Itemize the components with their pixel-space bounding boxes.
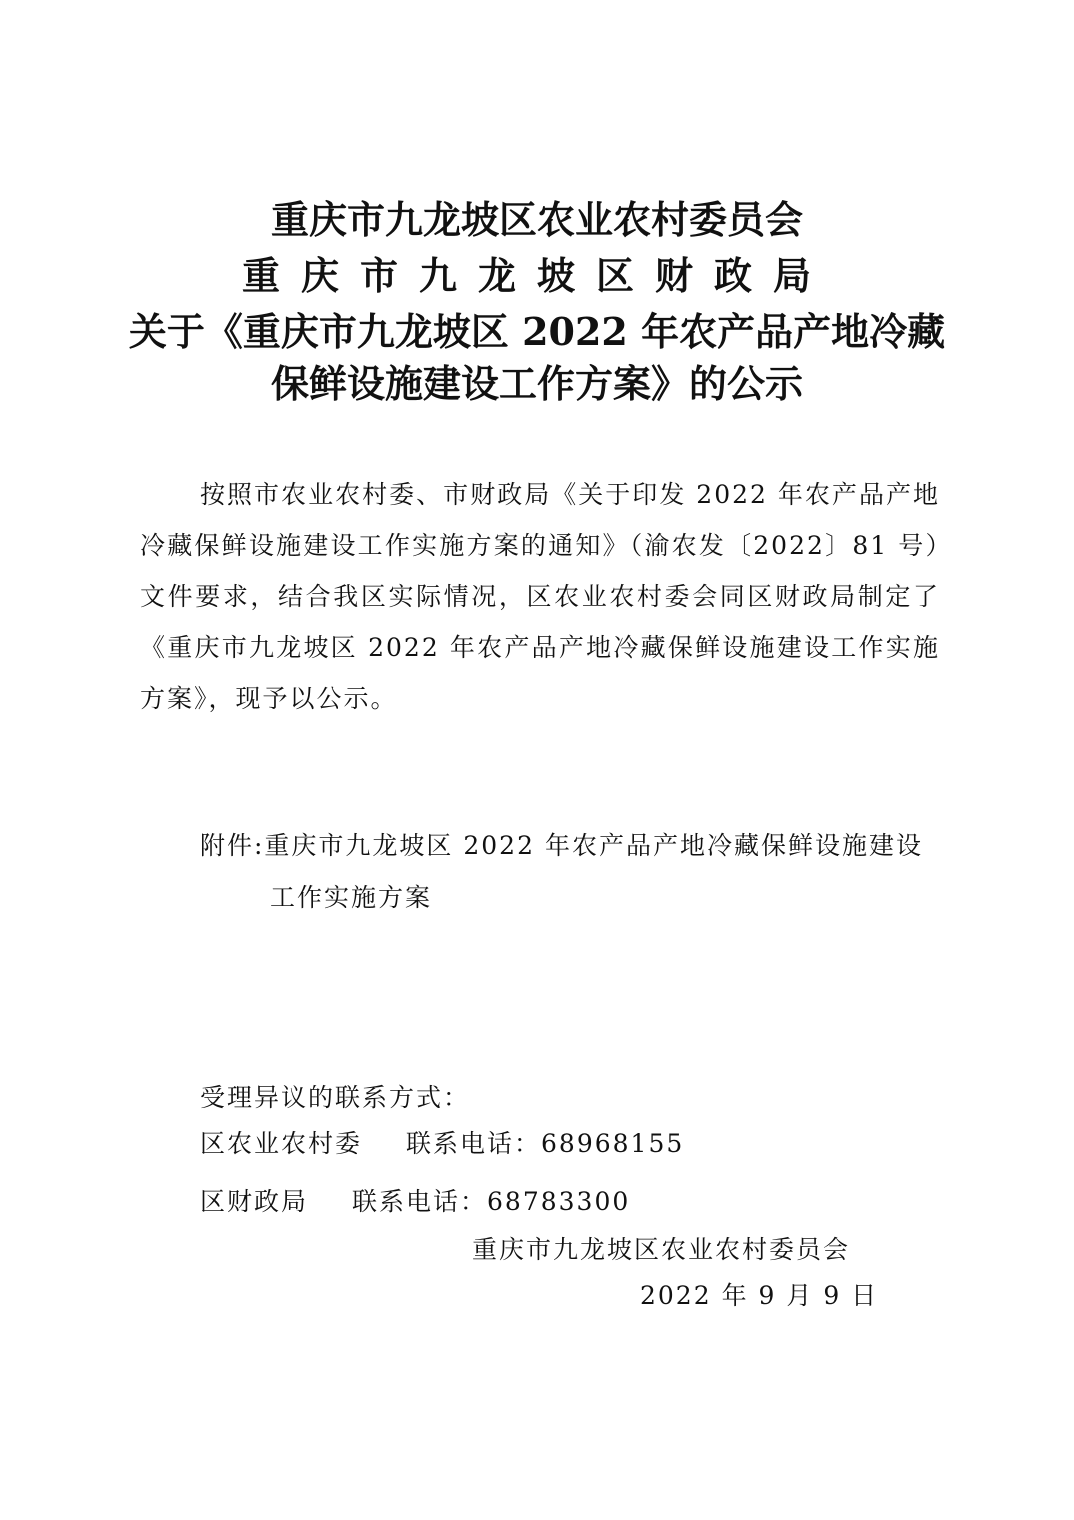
contact-phone-number: 68968155: [541, 1129, 685, 1158]
contact-phone-number: 68783300: [487, 1187, 631, 1216]
contact-row-finance: [200, 1182, 630, 1218]
signature-organization: 重庆市九龙坡区农业农村委员会: [472, 1235, 851, 1264]
title-line-4: 保鲜设施建设工作方案》的公示: [270, 361, 803, 406]
attachment-line-2: 工作实施方案: [270, 883, 433, 912]
contact-row-agriculture: [200, 1124, 684, 1160]
title-line-1: 重庆市九龙坡区农业农村委员会: [270, 197, 803, 242]
title-line-2: 重庆市九龙坡区财政局: [241, 253, 832, 298]
contact-dept-agriculture: 区农业农村委: [200, 1129, 363, 1158]
contact-phone-label: 联系电话：: [406, 1129, 542, 1158]
body-paragraph: 按照市农业农村委、市财政局《关于印发 2022 年农产品产地冷藏保鲜设施建设工作实施方案的通知》（渝农发〔2022〕81 号）文件要求，结合我区实际情况，区农业农村委会同区财政局制定了《重庆市九龙坡区 2022 年农产品产地冷藏保鲜设施建设工作实施方案》，现予以公示。: [140, 480, 940, 713]
contact-dept-finance: 区财政局: [200, 1187, 309, 1216]
contact-phone-label: 联系电话：: [352, 1187, 488, 1216]
title-line-3: 关于《重庆市九龙坡区 2022 年农产品产地冷藏: [128, 309, 946, 354]
contact-heading: 受理异议的联系方式：: [200, 1083, 471, 1112]
attachment-line-1: 附件:重庆市九龙坡区 2022 年农产品产地冷藏保鲜设施建设: [200, 831, 923, 860]
signature-date: 2022 年 9 月 9 日: [640, 1281, 879, 1310]
